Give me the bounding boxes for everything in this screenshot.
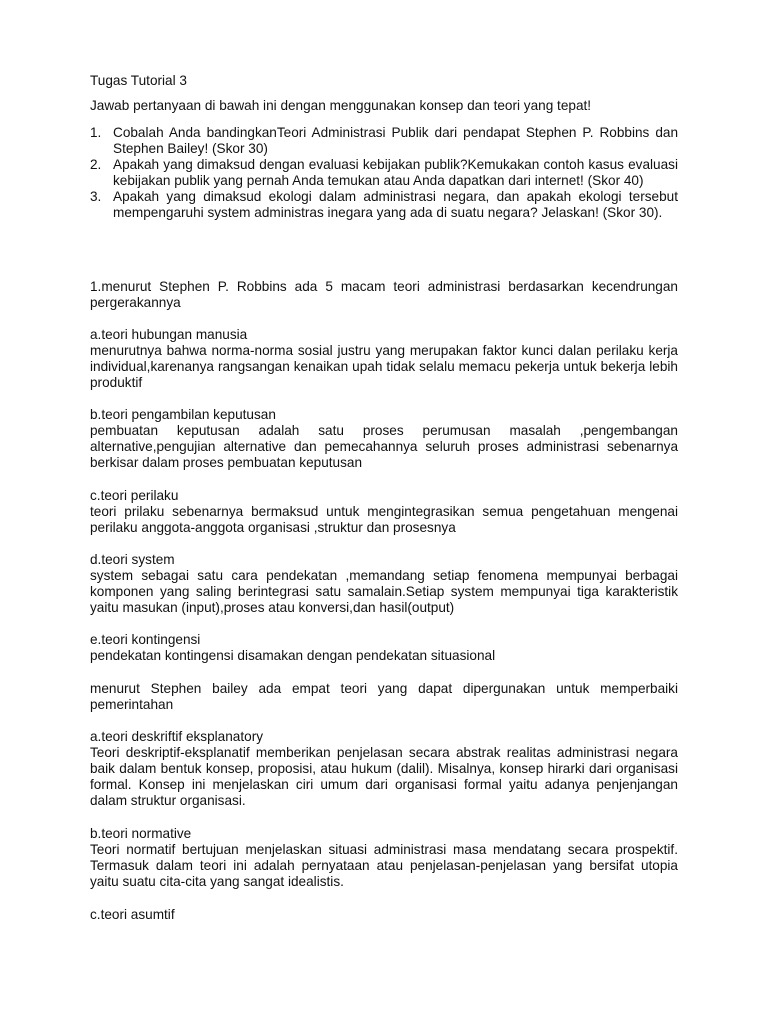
theory-heading: a.teori deskriftif eksplanatory xyxy=(90,729,264,744)
theory-body: Teori normatif bertujuan menjelaskan situasi administrasi masa mendatang secara prospektif. Termasuk dalam teori ini adalah pernyataan atau penjelasan-penjelasan yang bersifat utopia yaitu suatu cita-cita yang sangat idealistis. xyxy=(90,842,678,889)
answer-intro: 1.menurut Stephen P. Robbins ada 5 macam teori administrasi berdasarkan kecendrungan pergerakannya xyxy=(90,279,678,310)
instruction-text: Jawab pertanyaan di bawah ini dengan menggunakan konsep dan teori yang tepat! xyxy=(90,98,592,113)
theory-heading: c.teori asumtif xyxy=(90,907,175,922)
theory-heading: c.teori perilaku xyxy=(90,488,179,503)
question-list xyxy=(90,125,678,221)
theory-heading: b.teori pengambilan keputusan xyxy=(90,407,276,422)
question-item xyxy=(90,189,678,221)
theory-heading: e.teori kontingensi xyxy=(90,632,201,647)
theory-body: system sebagai satu cara pendekatan ,memandang setiap fenomena mempunyai berbagai komponen yang saling berintegrasi satu samalain.Setiap system mempunyai tiga karakteristik yaitu masukan (input),proses atau konversi,dan hasil(output) xyxy=(90,568,678,615)
theory-body: pendekatan kontingensi disamakan dengan pendekatan situasional xyxy=(90,648,496,663)
question-text: Cobalah Anda bandingkanTeori Administrasi Publik dari pendapat Stephen P. Robbins dan Stephen Bailey! (Skor 30) xyxy=(113,125,678,156)
theory-heading: d.teori system xyxy=(90,552,175,567)
question-text: Apakah yang dimaksud ekologi dalam administrasi negara, dan apakah ekologi tersebut mempengaruhi system administras inegara yang ada di suatu negara? Jelaskan! (Skor 30). xyxy=(113,189,678,220)
question-number: 3. xyxy=(90,189,102,204)
theory-body: menurutnya bahwa norma-norma sosial justru yang merupakan faktor kunci dalan perilaku kerja individual,karenanya rangsangan kenaikan upah tidak selalu memacu pekerja untuk bekerja lebih produktif xyxy=(90,343,678,390)
question-item xyxy=(90,125,678,157)
question-item xyxy=(90,157,678,189)
theory-body: Teori deskriptif-eksplanatif memberikan penjelasan secara abstrak realitas administrasi negara baik dalam bentuk konsep, proposisi, atau hukum (dalil). Misalnya, konsep hirarki dari organisasi formal. Konsep ini menjelaskan ciri umum dari organisasi formal yaitu adanya penjenjangan dalam struktur organisasi. xyxy=(90,745,678,808)
question-number: 2. xyxy=(90,157,102,172)
theory-heading: a.teori hubungan manusia xyxy=(90,327,248,342)
theory-body: pembuatan keputusan adalah satu proses perumusan masalah ,pengembangan alternative,pengujian alternative dan pemecahannya seluruh proses administrasi sebenarnya berkisar dalam proses pembuatan keputusan xyxy=(90,423,678,470)
theory-body: teori prilaku sebenarnya bermaksud untuk mengintegrasikan semua pengetahuan mengenai perilaku anggota-anggota organisasi ,struktur dan prosesnya xyxy=(90,504,678,535)
question-number: 1. xyxy=(90,125,102,140)
theory-heading: b.teori normative xyxy=(90,826,192,841)
bailey-intro: menurut Stephen bailey ada empat teori yang dapat dipergunakan untuk memperbaiki pemerintahan xyxy=(90,681,678,712)
document-title: Tugas Tutorial 3 xyxy=(90,73,187,88)
question-text: Apakah yang dimaksud dengan evaluasi kebijakan publik?Kemukakan contoh kasus evaluasi kebijakan publik yang pernah Anda temukan atau Anda dapatkan dari internet! (Skor 40) xyxy=(113,157,678,188)
